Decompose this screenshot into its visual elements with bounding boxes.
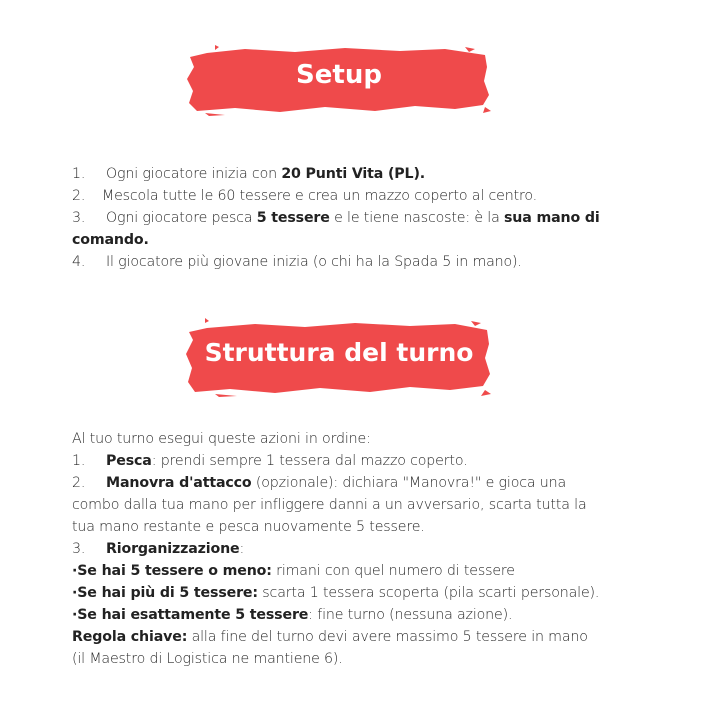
setup-item-3-cont: comando. bbox=[72, 232, 149, 248]
turn-title: Struttura del turno bbox=[204, 338, 474, 367]
setup-title: Setup bbox=[296, 60, 382, 90]
turn-item-3: 3. Riorganizzazione: bbox=[72, 541, 245, 557]
turn-item-1: 1. Pesca: prendi sempre 1 tessera dal mazzo coperto. bbox=[72, 453, 468, 469]
turn-intro: Al tuo turno esegui queste azioni in ordine: bbox=[72, 431, 371, 447]
turn-item-2-cont-2: tua mano restante e pesca nuovamente 5 tessere. bbox=[72, 519, 425, 535]
turn-item-2: 2. Manovra d'attacco (opzionale): dichiara "Manovra!" e gioca una bbox=[72, 475, 567, 491]
setup-item-2: 2. Mescola tutte le 60 tessere e crea un mazzo coperto al centro. bbox=[72, 188, 537, 204]
turn-item-2-cont-1: combo dalla tua mano per infliggere danni a un avversario, scarta tutta la bbox=[72, 497, 587, 513]
turn-heading-banner bbox=[185, 318, 493, 398]
turn-section bbox=[72, 428, 647, 670]
setup-item-4: 4. Il giocatore più giovane inizia (o chi ha la Spada 5 in mano). bbox=[72, 254, 522, 270]
setup-list bbox=[72, 163, 647, 273]
key-rule-cont: (il Maestro di Logistica ne mantiene 6). bbox=[72, 651, 343, 667]
setup-item-1: 1. Ogni giocatore inizia con 20 Punti Vita (PL). bbox=[72, 166, 426, 182]
setup-heading-banner bbox=[185, 45, 493, 117]
turn-bullet-2: ·Se hai più di 5 tessere: scarta 1 tessera scoperta (pila scarti personale). bbox=[72, 585, 600, 601]
setup-item-3: 3. Ogni giocatore pesca 5 tessere e le tiene nascoste: è la sua mano di bbox=[72, 210, 600, 226]
key-rule: Regola chiave: alla fine del turno devi avere massimo 5 tessere in mano bbox=[72, 629, 588, 645]
turn-bullet-1: ·Se hai 5 tessere o meno: rimani con quel numero di tessere bbox=[72, 563, 515, 579]
turn-bullet-3: ·Se hai esattamente 5 tessere: fine turno (nessuna azione). bbox=[72, 607, 513, 623]
